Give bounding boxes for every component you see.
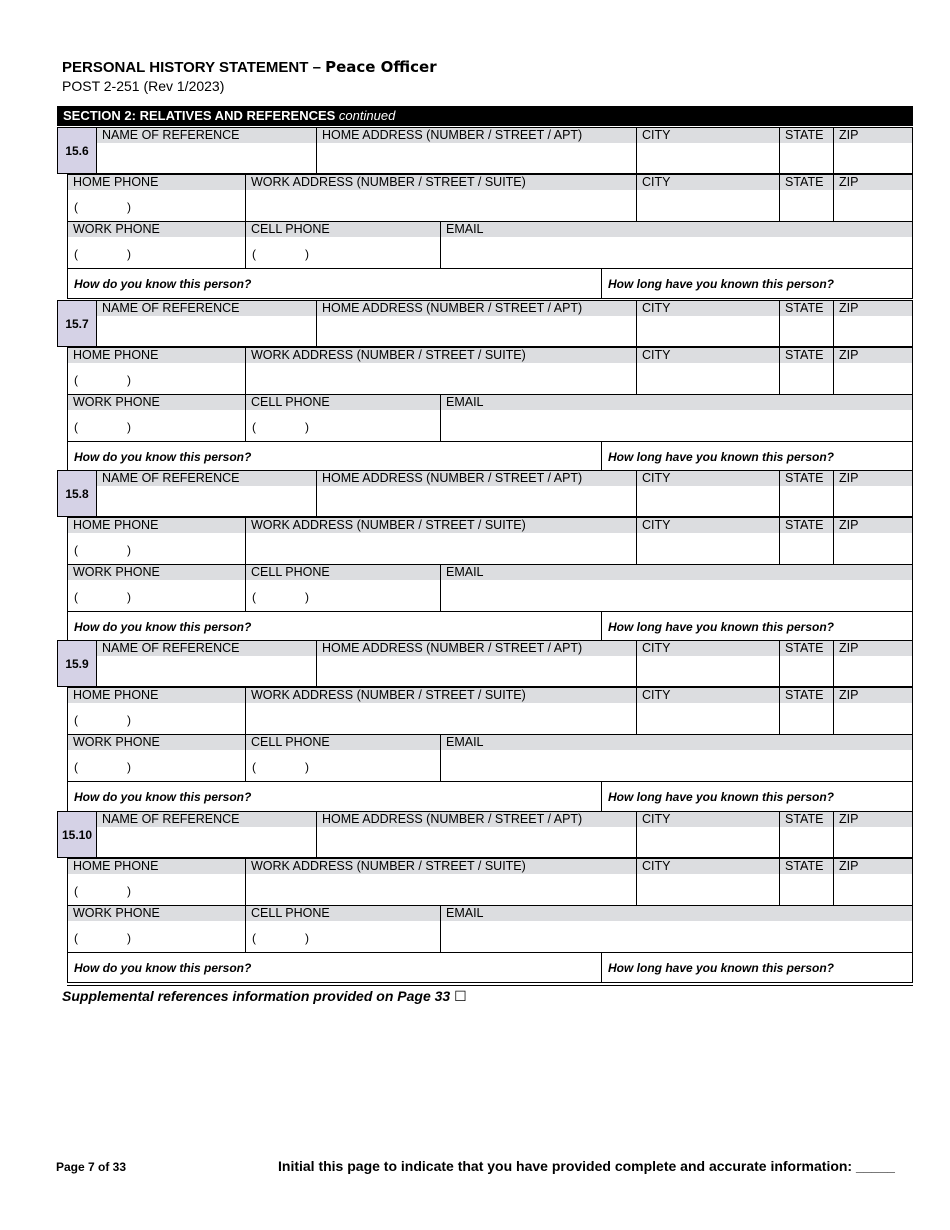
home-city-field[interactable] bbox=[636, 127, 780, 174]
initial-instruction: Initial this page to indicate that you have provided complete and accurate information: _____ bbox=[278, 1158, 895, 1174]
supplemental-text: Supplemental references information provided on Page 33 bbox=[62, 988, 455, 1004]
home-city-label: CITY bbox=[637, 641, 779, 656]
work-phone-label: WORK PHONE bbox=[68, 395, 245, 410]
supplemental-checkbox[interactable]: ☐ bbox=[454, 988, 467, 1004]
home-city-label: CITY bbox=[637, 471, 779, 486]
work-phone-label: WORK PHONE bbox=[68, 906, 245, 921]
email-label: EMAIL bbox=[441, 222, 912, 237]
how-long-field[interactable]: How long have you known this person? bbox=[601, 441, 913, 472]
email-label: EMAIL bbox=[441, 906, 912, 921]
home-city-label: CITY bbox=[637, 128, 779, 143]
area-code-open-paren: ( bbox=[74, 420, 78, 434]
name-label: NAME OF REFERENCE bbox=[97, 471, 316, 486]
form-number: POST 2-251 (Rev 1/2023) bbox=[62, 78, 225, 94]
cell-phone-field[interactable] bbox=[245, 221, 441, 269]
home-zip-field[interactable] bbox=[833, 640, 913, 687]
work-address-field[interactable] bbox=[245, 174, 637, 222]
home-zip-label: ZIP bbox=[834, 471, 912, 486]
how-know-field[interactable]: How do you know this person? bbox=[67, 441, 602, 472]
home-address-field[interactable] bbox=[316, 640, 637, 687]
work-state-field[interactable] bbox=[779, 174, 834, 222]
cell-phone-label: CELL PHONE bbox=[246, 565, 440, 580]
home-city-field[interactable] bbox=[636, 640, 780, 687]
work-phone-field[interactable] bbox=[67, 734, 246, 782]
area-code-close-paren: ) bbox=[127, 713, 131, 727]
home-city-field[interactable] bbox=[636, 300, 780, 347]
area-code-close-paren: ) bbox=[305, 590, 309, 604]
area-code-open-paren: ( bbox=[252, 590, 256, 604]
home-address-field[interactable] bbox=[316, 811, 637, 858]
how-long-field[interactable]: How long have you known this person? bbox=[601, 268, 913, 299]
home-phone-field[interactable] bbox=[67, 347, 246, 395]
home-state-field[interactable] bbox=[779, 127, 834, 174]
email-field[interactable] bbox=[440, 734, 913, 782]
work-state-label: STATE bbox=[780, 348, 833, 363]
area-code-open-paren: ( bbox=[252, 760, 256, 774]
email-field[interactable] bbox=[440, 394, 913, 442]
area-code-close-paren: ) bbox=[127, 931, 131, 945]
how-know-field[interactable]: How do you know this person? bbox=[67, 952, 602, 983]
email-label: EMAIL bbox=[441, 735, 912, 750]
home-city-label: CITY bbox=[637, 812, 779, 827]
home-phone-field[interactable] bbox=[67, 687, 246, 735]
home-state-label: STATE bbox=[780, 128, 833, 143]
home-phone-label: HOME PHONE bbox=[68, 175, 245, 190]
work-city-label: CITY bbox=[637, 518, 779, 533]
home-zip-label: ZIP bbox=[834, 128, 912, 143]
home-city-field[interactable] bbox=[636, 470, 780, 517]
cell-phone-label: CELL PHONE bbox=[246, 395, 440, 410]
area-code-close-paren: ) bbox=[127, 543, 131, 557]
area-code-open-paren: ( bbox=[74, 543, 78, 557]
work-city-label: CITY bbox=[637, 688, 779, 703]
home-phone-field[interactable] bbox=[67, 517, 246, 565]
work-state-field[interactable] bbox=[779, 687, 834, 735]
work-zip-label: ZIP bbox=[834, 859, 912, 874]
name-field[interactable] bbox=[96, 811, 317, 858]
cell-phone-field[interactable] bbox=[245, 394, 441, 442]
section-label: SECTION 2: RELATIVES AND REFERENCES bbox=[63, 108, 339, 123]
how-know-field[interactable]: How do you know this person? bbox=[67, 781, 602, 812]
home-zip-field[interactable] bbox=[833, 127, 913, 174]
work-zip-label: ZIP bbox=[834, 518, 912, 533]
work-address-label: WORK ADDRESS (NUMBER / STREET / SUITE) bbox=[246, 348, 636, 363]
area-code-open-paren: ( bbox=[74, 590, 78, 604]
work-state-field[interactable] bbox=[779, 517, 834, 565]
how-know-field[interactable]: How do you know this person? bbox=[67, 611, 602, 642]
work-city-label: CITY bbox=[637, 175, 779, 190]
home-address-field[interactable] bbox=[316, 470, 637, 517]
work-zip-label: ZIP bbox=[834, 348, 912, 363]
home-phone-field[interactable] bbox=[67, 858, 246, 906]
work-state-field[interactable] bbox=[779, 858, 834, 906]
form-title-role: Peace Officer bbox=[325, 58, 437, 76]
section-continued: continued bbox=[338, 108, 396, 123]
how-long-field[interactable]: How long have you known this person? bbox=[601, 781, 913, 812]
name-field[interactable] bbox=[96, 127, 317, 174]
home-phone-label: HOME PHONE bbox=[68, 688, 245, 703]
cell-phone-field[interactable] bbox=[245, 564, 441, 612]
form-title-main: PERSONAL HISTORY STATEMENT – bbox=[62, 59, 326, 76]
email-field[interactable] bbox=[440, 221, 913, 269]
home-state-field[interactable] bbox=[779, 811, 834, 858]
work-address-label: WORK ADDRESS (NUMBER / STREET / SUITE) bbox=[246, 688, 636, 703]
home-address-field[interactable] bbox=[316, 300, 637, 347]
work-city-label: CITY bbox=[637, 348, 779, 363]
work-address-label: WORK ADDRESS (NUMBER / STREET / SUITE) bbox=[246, 859, 636, 874]
work-phone-label: WORK PHONE bbox=[68, 735, 245, 750]
area-code-close-paren: ) bbox=[127, 200, 131, 214]
work-phone-label: WORK PHONE bbox=[68, 565, 245, 580]
home-address-label: HOME ADDRESS (NUMBER / STREET / APT) bbox=[317, 301, 636, 316]
work-city-field[interactable] bbox=[636, 858, 780, 906]
area-code-close-paren: ) bbox=[127, 420, 131, 434]
cell-phone-field[interactable] bbox=[245, 734, 441, 782]
home-state-label: STATE bbox=[780, 641, 833, 656]
area-code-open-paren: ( bbox=[74, 713, 78, 727]
name-label: NAME OF REFERENCE bbox=[97, 641, 316, 656]
home-phone-field[interactable] bbox=[67, 174, 246, 222]
area-code-close-paren: ) bbox=[127, 884, 131, 898]
work-phone-field[interactable] bbox=[67, 564, 246, 612]
area-code-close-paren: ) bbox=[305, 247, 309, 261]
name-label: NAME OF REFERENCE bbox=[97, 812, 316, 827]
how-long-field[interactable]: How long have you known this person? bbox=[601, 611, 913, 642]
area-code-open-paren: ( bbox=[252, 420, 256, 434]
cell-phone-label: CELL PHONE bbox=[246, 222, 440, 237]
area-code-open-paren: ( bbox=[74, 200, 78, 214]
cell-phone-label: CELL PHONE bbox=[246, 735, 440, 750]
area-code-close-paren: ) bbox=[127, 373, 131, 387]
home-zip-field[interactable] bbox=[833, 470, 913, 517]
work-phone-field[interactable] bbox=[67, 221, 246, 269]
name-field[interactable] bbox=[96, 640, 317, 687]
area-code-open-paren: ( bbox=[252, 247, 256, 261]
home-zip-field[interactable] bbox=[833, 300, 913, 347]
area-code-open-paren: ( bbox=[74, 760, 78, 774]
work-zip-field[interactable] bbox=[833, 347, 913, 395]
work-address-field[interactable] bbox=[245, 687, 637, 735]
work-address-label: WORK ADDRESS (NUMBER / STREET / SUITE) bbox=[246, 518, 636, 533]
work-state-label: STATE bbox=[780, 175, 833, 190]
reference-number: 15.6 bbox=[57, 127, 97, 174]
block-divider bbox=[67, 985, 913, 986]
area-code-open-paren: ( bbox=[74, 884, 78, 898]
area-code-open-paren: ( bbox=[74, 931, 78, 945]
home-zip-label: ZIP bbox=[834, 301, 912, 316]
work-state-label: STATE bbox=[780, 859, 833, 874]
home-zip-field[interactable] bbox=[833, 811, 913, 858]
reference-number: 15.10 bbox=[57, 811, 97, 858]
reference-number: 15.9 bbox=[57, 640, 97, 687]
home-state-field[interactable] bbox=[779, 640, 834, 687]
work-city-label: CITY bbox=[637, 859, 779, 874]
name-field[interactable] bbox=[96, 470, 317, 517]
home-zip-label: ZIP bbox=[834, 641, 912, 656]
email-label: EMAIL bbox=[441, 395, 912, 410]
area-code-close-paren: ) bbox=[127, 590, 131, 604]
work-phone-field[interactable] bbox=[67, 905, 246, 953]
area-code-open-paren: ( bbox=[74, 247, 78, 261]
area-code-close-paren: ) bbox=[127, 760, 131, 774]
supplemental-note bbox=[62, 988, 467, 1005]
email-label: EMAIL bbox=[441, 565, 912, 580]
how-long-field[interactable]: How long have you known this person? bbox=[601, 952, 913, 983]
work-phone-label: WORK PHONE bbox=[68, 222, 245, 237]
area-code-close-paren: ) bbox=[127, 247, 131, 261]
home-state-label: STATE bbox=[780, 471, 833, 486]
home-address-label: HOME ADDRESS (NUMBER / STREET / APT) bbox=[317, 641, 636, 656]
name-field[interactable] bbox=[96, 300, 317, 347]
work-city-field[interactable] bbox=[636, 347, 780, 395]
home-state-label: STATE bbox=[780, 301, 833, 316]
cell-phone-field[interactable] bbox=[245, 905, 441, 953]
work-address-field[interactable] bbox=[245, 517, 637, 565]
home-address-field[interactable] bbox=[316, 127, 637, 174]
area-code-open-paren: ( bbox=[252, 931, 256, 945]
work-address-field[interactable] bbox=[245, 347, 637, 395]
work-city-field[interactable] bbox=[636, 687, 780, 735]
area-code-open-paren: ( bbox=[74, 373, 78, 387]
work-zip-field[interactable] bbox=[833, 858, 913, 906]
home-phone-label: HOME PHONE bbox=[68, 348, 245, 363]
area-code-close-paren: ) bbox=[305, 760, 309, 774]
work-zip-field[interactable] bbox=[833, 687, 913, 735]
work-zip-label: ZIP bbox=[834, 688, 912, 703]
page-number: Page 7 of 33 bbox=[56, 1160, 127, 1174]
work-phone-field[interactable] bbox=[67, 394, 246, 442]
work-address-field[interactable] bbox=[245, 858, 637, 906]
home-state-field[interactable] bbox=[779, 300, 834, 347]
home-state-field[interactable] bbox=[779, 470, 834, 517]
home-phone-label: HOME PHONE bbox=[68, 859, 245, 874]
work-zip-label: ZIP bbox=[834, 175, 912, 190]
home-zip-label: ZIP bbox=[834, 812, 912, 827]
home-city-label: CITY bbox=[637, 301, 779, 316]
work-zip-field[interactable] bbox=[833, 517, 913, 565]
home-state-label: STATE bbox=[780, 812, 833, 827]
work-state-field[interactable] bbox=[779, 347, 834, 395]
home-address-label: HOME ADDRESS (NUMBER / STREET / APT) bbox=[317, 471, 636, 486]
area-code-close-paren: ) bbox=[305, 420, 309, 434]
work-state-label: STATE bbox=[780, 518, 833, 533]
area-code-close-paren: ) bbox=[305, 931, 309, 945]
reference-number: 15.8 bbox=[57, 470, 97, 517]
home-phone-label: HOME PHONE bbox=[68, 518, 245, 533]
work-zip-field[interactable] bbox=[833, 174, 913, 222]
how-know-field[interactable]: How do you know this person? bbox=[67, 268, 602, 299]
home-address-label: HOME ADDRESS (NUMBER / STREET / APT) bbox=[317, 128, 636, 143]
work-city-field[interactable] bbox=[636, 517, 780, 565]
name-label: NAME OF REFERENCE bbox=[97, 301, 316, 316]
work-state-label: STATE bbox=[780, 688, 833, 703]
reference-number: 15.7 bbox=[57, 300, 97, 347]
name-label: NAME OF REFERENCE bbox=[97, 128, 316, 143]
email-field[interactable] bbox=[440, 905, 913, 953]
home-city-field[interactable] bbox=[636, 811, 780, 858]
home-address-label: HOME ADDRESS (NUMBER / STREET / APT) bbox=[317, 812, 636, 827]
work-city-field[interactable] bbox=[636, 174, 780, 222]
email-field[interactable] bbox=[440, 564, 913, 612]
work-address-label: WORK ADDRESS (NUMBER / STREET / SUITE) bbox=[246, 175, 636, 190]
cell-phone-label: CELL PHONE bbox=[246, 906, 440, 921]
